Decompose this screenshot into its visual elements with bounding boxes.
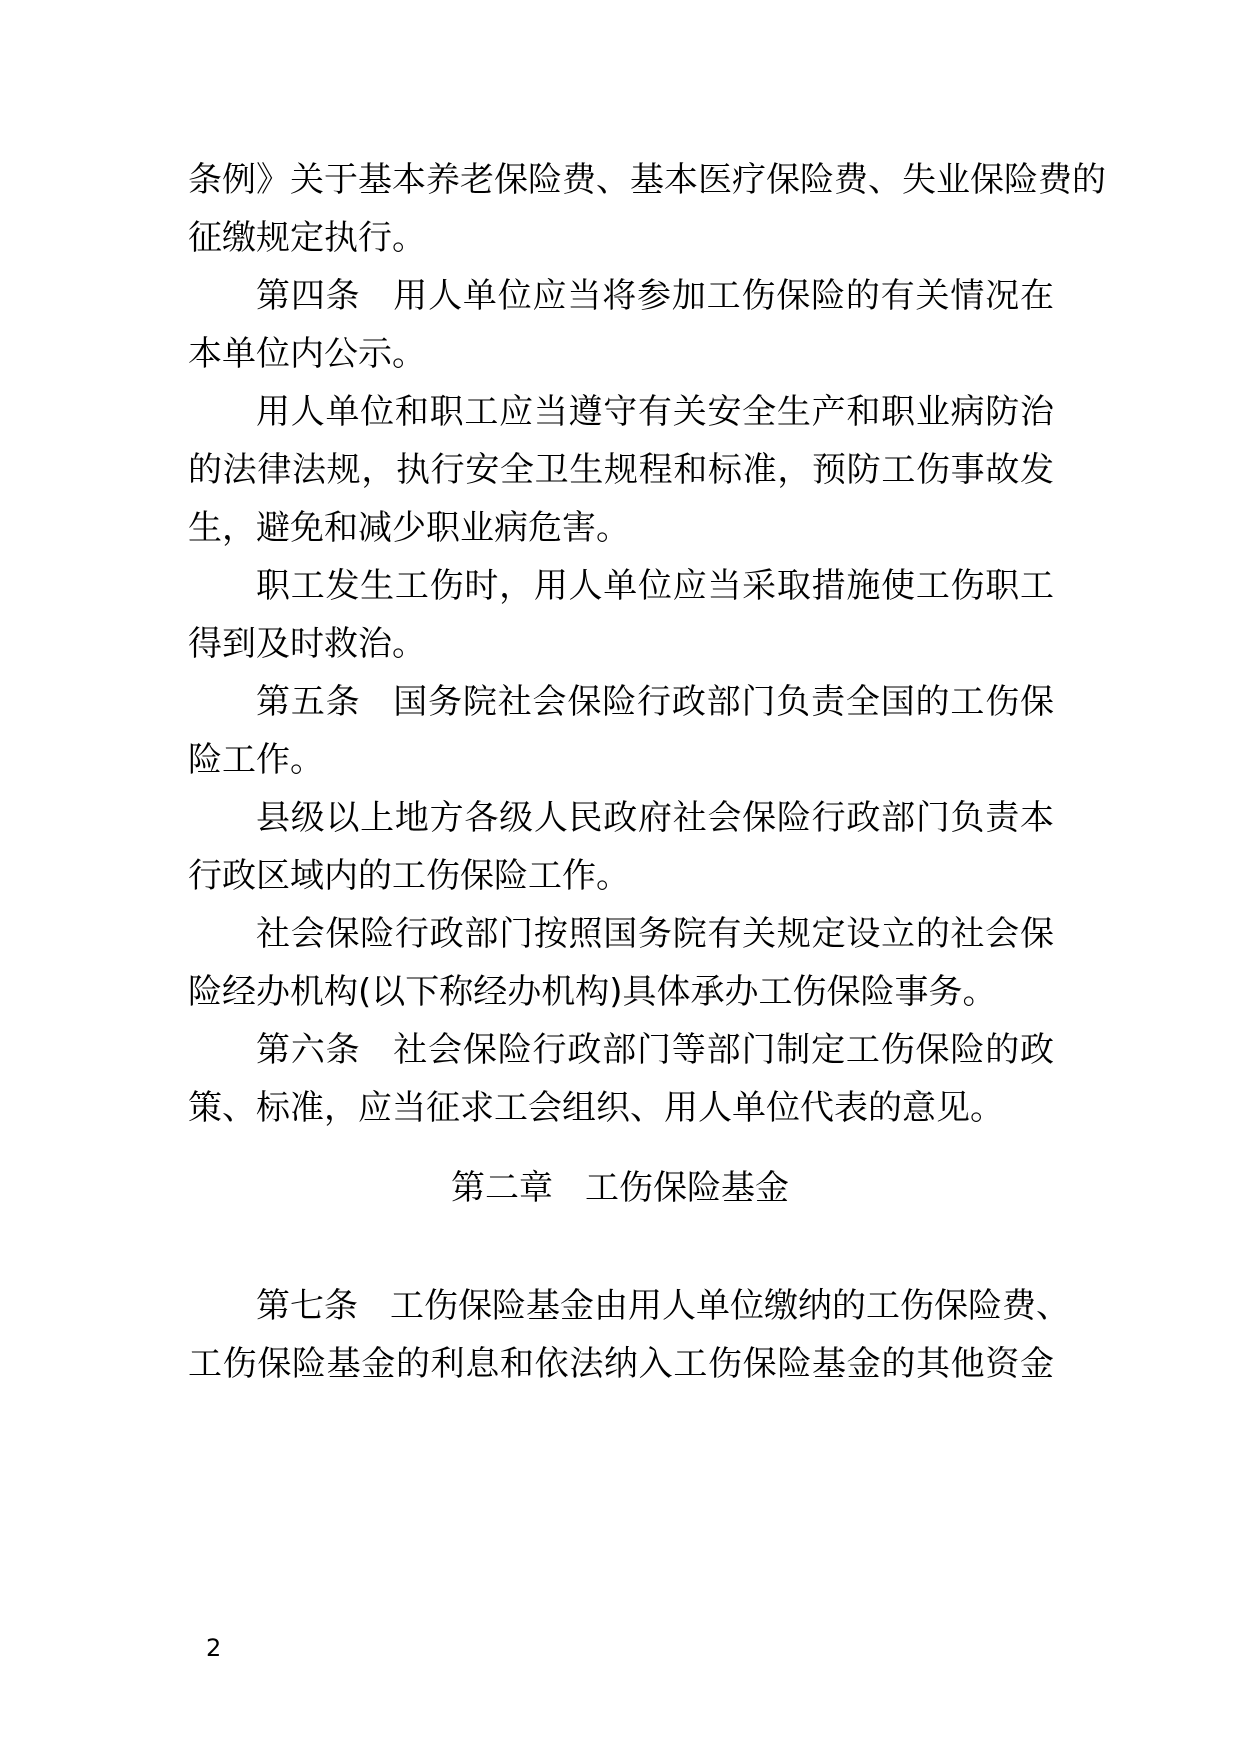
article-5-line xyxy=(256,680,1054,724)
chapter-heading xyxy=(0,1166,1240,1210)
line-text: 本单位内公示。 xyxy=(188,334,426,374)
line-text: 的法律法规，执行安全卫生规程和标准，预防工伤事故发 xyxy=(188,450,1054,490)
line-text: 社会保险行政部门等部门制定工伤保险的政 xyxy=(392,1030,1055,1070)
line-text: 县级以上地方各级人民政府社会保险行政部门负责本 xyxy=(256,798,1054,838)
line-text: 生，避免和减少职业病危害。 xyxy=(188,508,630,548)
line-text: 职工发生工伤时，用人单位应当采取措施使工伤职工 xyxy=(256,566,1054,606)
text-line xyxy=(188,332,1054,376)
line-text: 工伤保险基金的利息和依法纳入工伤保险基金的其他资金 xyxy=(188,1344,1054,1384)
line-text: 条例》关于基本养老保险费、基本医疗保险费、失业保险费的 xyxy=(188,160,1106,200)
line-text: 得到及时救治。 xyxy=(188,624,426,664)
chapter-label: 第二章 xyxy=(451,1168,553,1208)
text-line xyxy=(188,1342,1054,1386)
article-label: 第五条 xyxy=(256,682,361,722)
line-text: 险经办机构(以下称经办机构)具体承办工伤保险事务。 xyxy=(188,972,997,1012)
text-line xyxy=(188,506,1054,550)
text-line xyxy=(256,912,1054,956)
line-text: 用人单位应当将参加工伤保险的有关情况在 xyxy=(392,276,1055,316)
article-label: 第六条 xyxy=(256,1030,361,1070)
line-text: 社会保险行政部门按照国务院有关规定设立的社会保 xyxy=(256,914,1054,954)
line-text: 险工作。 xyxy=(188,740,324,780)
text-line xyxy=(188,854,1054,898)
text-line xyxy=(256,796,1054,840)
text-line xyxy=(188,738,1054,782)
article-7-line xyxy=(256,1284,1070,1328)
text-line xyxy=(188,970,1054,1014)
line-text: 策、标准，应当征求工会组织、用人单位代表的意见。 xyxy=(188,1088,1004,1128)
text-line xyxy=(188,216,1054,260)
line-text: 行政区域内的工伤保险工作。 xyxy=(188,856,630,896)
article-label: 第七条 xyxy=(256,1286,358,1326)
line-text: 国务院社会保险行政部门负责全国的工伤保 xyxy=(392,682,1055,722)
article-6-line xyxy=(256,1028,1054,1072)
chapter-title: 工伤保险基金 xyxy=(585,1168,789,1208)
line-text: 用人单位和职工应当遵守有关安全生产和职业病防治 xyxy=(256,392,1054,432)
line-text: 征缴规定执行。 xyxy=(188,218,426,258)
text-line xyxy=(188,1086,1054,1130)
text-line xyxy=(188,158,1106,202)
article-label: 第四条 xyxy=(256,276,361,316)
text-line xyxy=(256,390,1054,434)
text-line xyxy=(188,448,1054,492)
text-line xyxy=(188,622,1054,666)
article-4-line xyxy=(256,274,1054,318)
line-text: 工伤保险基金由用人单位缴纳的工伤保险费、 xyxy=(390,1286,1070,1326)
text-line xyxy=(256,564,1054,608)
page-number: 2 xyxy=(206,1634,222,1662)
